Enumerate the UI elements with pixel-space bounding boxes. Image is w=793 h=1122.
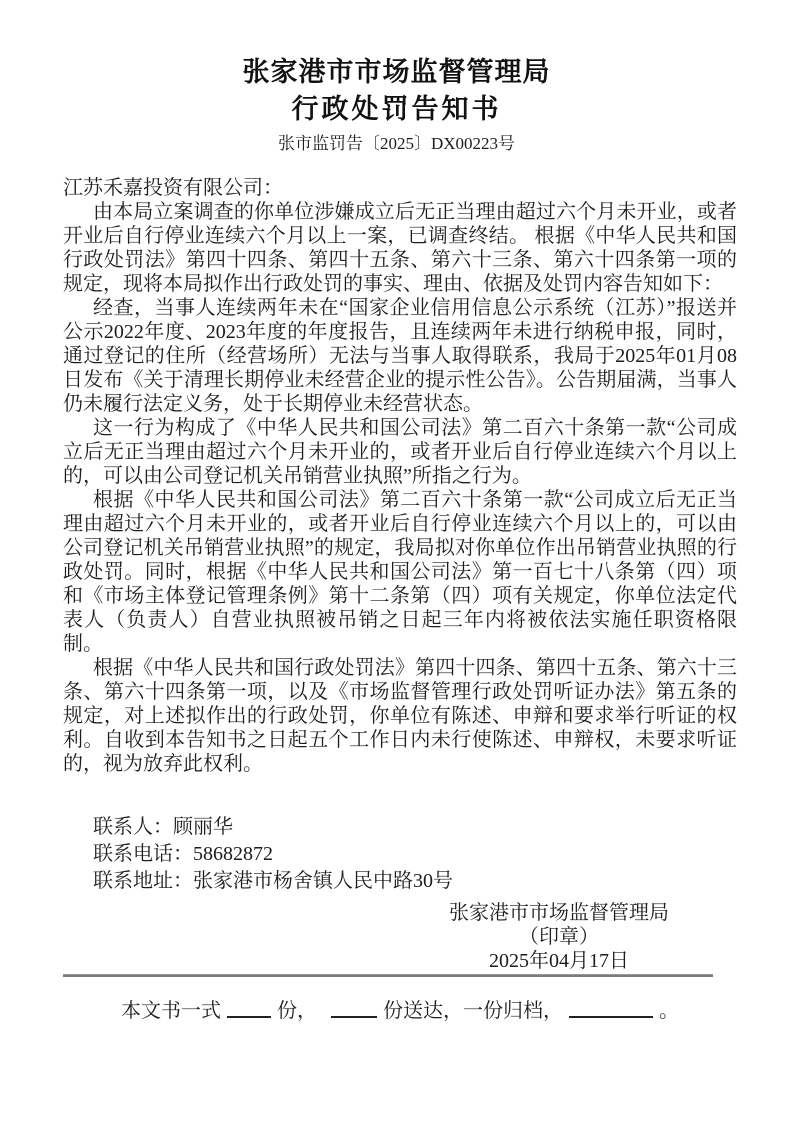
trailing-blank-field bbox=[569, 1016, 653, 1018]
contact-address-value: 张家港市杨舍镇人民中路30号 bbox=[193, 870, 453, 892]
copies-blank-field bbox=[227, 1016, 271, 1018]
paragraph-case-conclusion: 由本局立案调查的你单位涉嫌成立后无正当理由超过六个月未开业，或者开业后自行停业连续六个月以上一案，已调查终结。 根据《中华人民共和国行政处罚法》第四十四条、第四十五条、第六十三条、第六十四条第一项的规定，现将本局拟作出行政处罚的事实、理由、依据及处罚内容告知如下： bbox=[63, 201, 737, 295]
contact-person-line bbox=[93, 814, 737, 841]
signature-seal-placeholder: （印章） bbox=[519, 926, 599, 948]
contact-person-value: 顾丽华 bbox=[173, 816, 233, 838]
paragraph-penalty-basis: 根据《中华人民共和国公司法》第二百六十条第一款“公司成立后无正当理由超过六个月未开业的，或者开业后自行停业连续六个月以上的，可以由公司登记机关吊销营业执照”的规定，我局拟对你单位作出吊销营业执照的行政处罚。同时，根据《中华人民共和国公司法》第一百七十八条第（四）项和《市场主体登记管理条例》第十二条第（四）项有关规定，你单位法定代表人（负责人）自营业执照被吊销之日起三年内将被依法实施任职资格限制。 bbox=[63, 489, 737, 655]
paragraph-investigation-facts: 经查，当事人连续两年未在“国家企业信用信息公示系统（江苏）”报送并公示2022年度、2023年度的年度报告，且连续两年未进行纳税申报，同时，通过登记的住所（经营场所）无法与当事人取得联系，我局于2025年01月08日发布《关于清理长期停业未经营企业的提示性公告》。公告期届满，当事人仍未履行法定义务，处于长期停业未经营状态。 bbox=[63, 297, 737, 415]
authority-name: 张家港市市场监督管理局 bbox=[242, 57, 551, 87]
contact-phone-value: 58682872 bbox=[193, 843, 273, 865]
addressee: 江苏禾嘉投资有限公司： bbox=[63, 177, 283, 199]
contact-phone-label: 联系电话： bbox=[93, 843, 193, 865]
contact-block bbox=[63, 814, 737, 895]
document-body bbox=[63, 176, 737, 1023]
contact-address-line bbox=[93, 868, 737, 895]
separator-line bbox=[63, 974, 713, 977]
signature-authority: 张家港市市场监督管理局 bbox=[449, 902, 669, 924]
signature-block bbox=[419, 901, 699, 973]
distribution-text-4: 。 bbox=[659, 1000, 679, 1022]
contact-address-label: 联系地址： bbox=[93, 870, 193, 892]
contact-phone-line bbox=[93, 841, 737, 868]
distribution-note bbox=[63, 999, 737, 1023]
document-title: 行政处罚告知书 bbox=[291, 94, 502, 124]
signature-date: 2025年04月17日 bbox=[489, 950, 629, 972]
distribution-text-3: 份送达，一份归档， bbox=[383, 1000, 563, 1022]
document-number: 张市监罚告〔2025〕DX00223号 bbox=[277, 134, 516, 153]
distribution-text-1: 本文书一式 bbox=[121, 1000, 221, 1022]
paragraph-violation-determination: 这一行为构成了《中华人民共和国公司法》第二百六十条第一款“公司成立后无正当理由超过六个月未开业的，或者开业后自行停业连续六个月以上的，可以由公司登记机关吊销营业执照”所指之行为。 bbox=[63, 417, 737, 487]
distribution-text-2: 份， bbox=[277, 1000, 317, 1022]
delivered-copies-blank-field bbox=[331, 1016, 377, 1018]
paragraph-rights-notice: 根据《中华人民共和国行政处罚法》第四十四条、第四十五条、第六十三条、第六十四条第一项，以及《市场监督管理行政处罚听证办法》第五条的规定，对上述拟作出的行政处罚，你单位有陈述、申辩和要求举行听证的权利。自收到本告知书之日起五个工作日内未行使陈述、申辩权，未要求听证的，视为放弃此权利。 bbox=[63, 657, 737, 775]
contact-person-label: 联系人： bbox=[93, 816, 173, 838]
